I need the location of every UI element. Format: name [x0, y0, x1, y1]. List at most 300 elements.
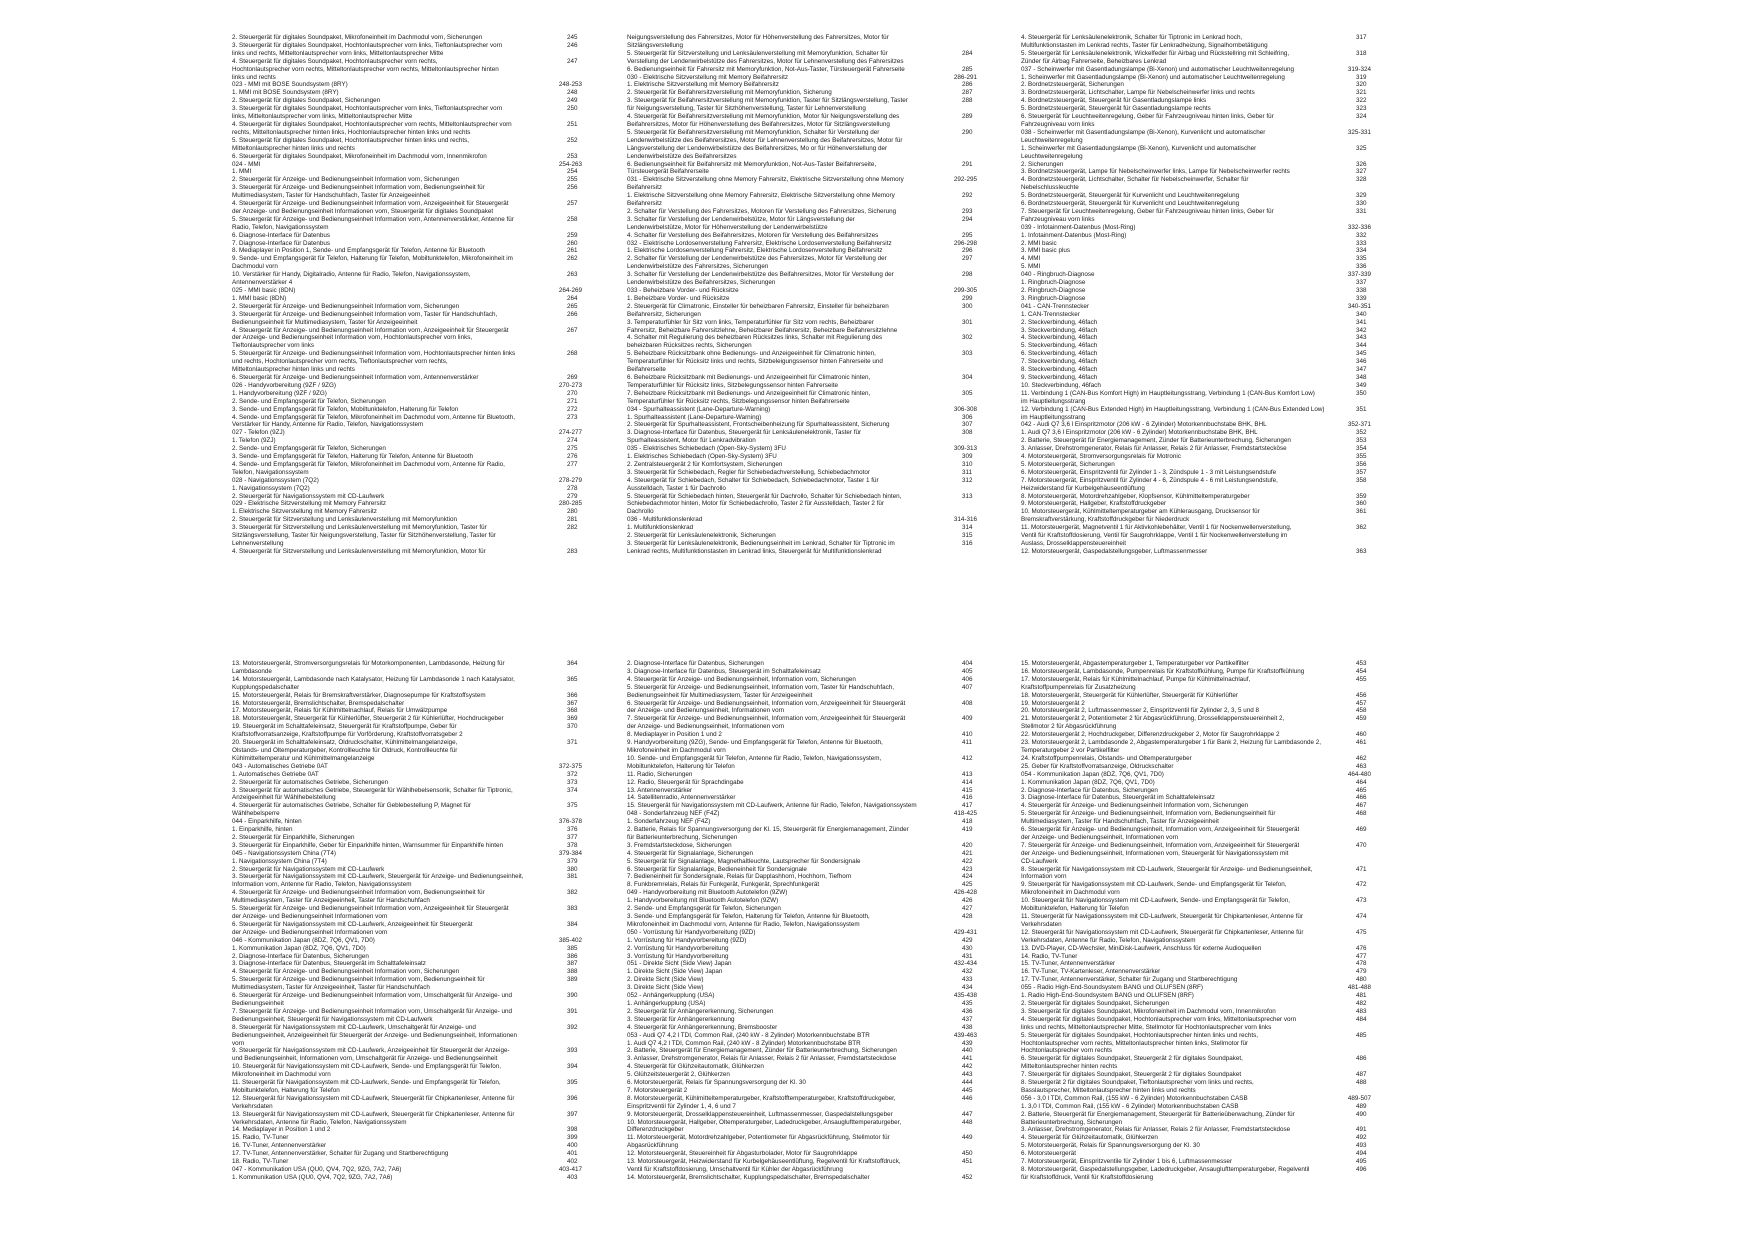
index-entry — [627, 137, 977, 145]
entry-title: 5. Steuergerät für Sitzverstellung und Lenksäulenverstellung mit Memoryfunktion, Schalter für — [627, 49, 888, 57]
entry-page-number: 376-378 — [558, 818, 582, 826]
index-entry — [232, 929, 582, 937]
entry-page-number: 486 — [1356, 1055, 1367, 1063]
index-entry — [232, 747, 582, 755]
entry-title: 4. Steuergerät für digitales Soundpaket, Hochtonlautsprecher vorn links, Mitteltonlautsprecher vorn — [1021, 1015, 1297, 1023]
index-entry — [232, 834, 582, 842]
index-entry — [1021, 97, 1371, 105]
index-entry — [627, 1174, 977, 1182]
index-entry — [1021, 1040, 1371, 1048]
entry-title: 16. TV-Tuner, TV-Kartenleser, Antennenverstärker — [1021, 968, 1161, 976]
index-entry — [627, 485, 977, 493]
entry-title: 15. Motorsteuergerät, Abgastemperaturgeber 1, Temperaturgeber vor Partikelfilter — [1021, 660, 1249, 667]
entry-title: 9. Sende- und Empfangsgerät für Telefon, Halterung für Telefon, Mobiltunktelefon, Mikrofoneinheit im — [232, 255, 513, 263]
entry-title: 8. Motorsteuergerät, Gaspedalstellungsgeber, Ladedruckgeber, Ansauglufttemperaturgeber, Regelventil — [1021, 1166, 1310, 1173]
index-entry — [1021, 200, 1371, 208]
entry-title: Fahrersitz, Beheizbare Fahrersitzlehne, Beheizbarer Beifahrersitz, Beheizbare Beifahrersitzlehne — [627, 326, 898, 334]
index-entry — [232, 858, 582, 866]
entry-page-number: 417 — [962, 802, 973, 810]
index-entry — [1021, 731, 1371, 739]
index-entry — [232, 493, 582, 501]
entry-page-number: 488 — [1356, 1079, 1367, 1087]
index-entry — [232, 850, 582, 858]
entry-page-number: 297 — [962, 255, 973, 263]
entry-page-number: 351 — [1356, 405, 1367, 413]
entry-title: 10. Steuergerät für Navigationssystem mit CD-Laufwerk, Sende- und Empfangsgerät für Telefon, — [232, 1063, 502, 1071]
entry-page-number: 401 — [567, 1150, 578, 1158]
entry-page-number: 316 — [962, 540, 973, 547]
entry-page-number: 309-313 — [953, 445, 977, 453]
entry-title: 2. Batterie, Steuergerät für Energiemanagement, Zünder für Batterieunterbrechung, Sicherungen — [1021, 437, 1291, 445]
index-entry — [232, 1103, 582, 1111]
index-entry — [627, 794, 977, 802]
entry-page-number: 322 — [1356, 97, 1367, 105]
entry-title: 7. Steuergerät für Anzeige- und Bedienungseinheit, Information vorn, Anzeigeeinheit für Steuergerät — [627, 715, 906, 723]
entry-page-number: 312 — [962, 476, 973, 484]
index-entry — [627, 1150, 977, 1158]
entry-page-number: 254 — [567, 168, 578, 176]
index-entry — [1021, 532, 1371, 540]
index-entry — [627, 366, 977, 374]
index-entry — [1021, 1095, 1371, 1103]
entry-title: 3. Sende- und Empfangsgerät für Telefon, Halterung für Telefon, Antenne für Bluetooth, — [627, 913, 870, 920]
index-column — [627, 34, 977, 556]
index-entry — [232, 913, 582, 921]
entry-page-number: 461 — [1356, 739, 1367, 747]
entry-title: 034 - Spurhalteassistent (Lane-Departure-Warning) — [627, 405, 771, 413]
entry-title: 045 - Navigationssystem China (7T4) — [232, 849, 336, 857]
entry-title: 1. Ringbruch-Diagnose — [1021, 279, 1086, 287]
entry-title: 6. Steckverbindung, 46fach — [1021, 350, 1098, 358]
index-entry — [1021, 787, 1371, 795]
entry-title: 1. 3,0 l TDI, Common Rail, (155 kW - 6 Zylinder) Motorkennbuchstaben CASB — [1021, 1102, 1239, 1110]
entry-title: Längsverstellung der Lendenwirbelstütze des Beifahrersitzes, Mo or für Höhenverstellung der — [627, 144, 888, 152]
index-entry — [1021, 700, 1371, 708]
index-entry — [1021, 1103, 1371, 1111]
entry-page-number: 332-336 — [1347, 223, 1371, 231]
index-entry — [627, 311, 977, 319]
entry-title: 6. Motorsteuergerät, Relais für Spannungsversorgung der Kl. 30 — [627, 1079, 806, 1087]
entry-title: 1. Elektrische Sitzverstellung mit Memory Fahrersitz — [232, 508, 377, 516]
entry-page-number: 288 — [962, 97, 973, 105]
entry-page-number: 270 — [567, 389, 578, 397]
entry-page-number: 474 — [1356, 913, 1367, 920]
entry-title: 056 - 3,0 l TDI, Common Rail, (155 kW - 6 Zylinder) Motorkennbuchstaben CASB — [1021, 1094, 1248, 1102]
index-entry — [232, 1016, 582, 1024]
entry-page-number: 358 — [1356, 476, 1367, 484]
entry-page-number: 282 — [567, 524, 578, 532]
entry-title: 2. Steuergerät für Einparkhilfe, Sicherungen — [232, 833, 355, 841]
index-entry — [627, 945, 977, 953]
entry-page-number: 326 — [1356, 160, 1367, 168]
entry-title: 1. Audi Q7 3,6 l Einspritzmotor (206 kW - 6 Zylinder) Motorkennbuchstabe BHK, BHL — [1021, 429, 1258, 437]
entry-title: Ölstands- und Öltemperaturgeber, Kontrollleuchte für Öldruck, Kontrollleuchte für — [232, 746, 458, 754]
entry-title: 4. Sende- und Empfangsgerät für Telefon, Mikrofoneinheit im Dachmodul vorn, Antenne für Bluetooth, — [232, 413, 516, 421]
entry-title: 11. Steuergerät für Navigationssystem mit CD-Laufwerk, Sende- und Empfangsgerät für Telefon, — [232, 1079, 501, 1087]
index-entry — [627, 50, 977, 58]
entry-page-number: 319 — [1356, 73, 1367, 81]
index-column — [232, 34, 582, 556]
entry-title: 9. Motorsteuergerät, Hallgeber, Kraftstoffdruckgeber — [1021, 500, 1167, 508]
entry-title: 6. Steuergerät für Anzeige- und Bedienungseinheit, Information vorn, Anzeigeeinheit für Steuergerät — [627, 699, 906, 707]
entry-title: 5. Steuergerät für Anzeige- und Bedienungseinheit Information vorn, Hochtonlautsprecher hinten links — [232, 350, 516, 358]
index-entry — [1021, 850, 1371, 858]
entry-title: 031 - Elektrische Sitzverstellung ohne Memory Fahrersitz, Elektrische Sitzverstellung ohne Memory — [627, 176, 904, 184]
index-entry — [232, 453, 582, 461]
index-entry — [1021, 192, 1371, 200]
index-entry — [1021, 1142, 1371, 1150]
entry-page-number: 395 — [567, 1079, 578, 1087]
entry-title: 2. Steuergerät für digitales Soundpaket, Sicherungen — [1021, 999, 1170, 1007]
index-entry — [627, 1047, 977, 1055]
index-entry — [627, 42, 977, 50]
index-entry — [1021, 184, 1371, 192]
index-entry — [232, 532, 582, 540]
entry-title: Mitteltonlautsprecher hinten links und rechts — [232, 366, 355, 374]
entry-title: 2. Diagnose-Interface für Datenbus, Sicherungen — [627, 660, 764, 667]
entry-title: 9. Handyvorbereitung (9ZG), Sende- und Empfangsgerät für Telefon, Antenne für Bluetooth, — [627, 739, 883, 747]
index-entry — [627, 723, 977, 731]
index-entry — [1021, 1055, 1371, 1063]
entry-page-number: 435 — [962, 999, 973, 1007]
index-entry — [1021, 834, 1371, 842]
index-entry — [627, 192, 977, 200]
entry-page-number: 487 — [1356, 1071, 1367, 1079]
index-entry — [232, 992, 582, 1000]
index-entry — [627, 145, 977, 153]
entry-page-number: 365 — [567, 675, 578, 683]
index-entry — [627, 176, 977, 184]
entry-title: Nebelschlussleuchte — [1021, 184, 1079, 192]
entry-title: 047 - Kommunikation USA (QU0, QV4, 7Q2, 9ZG, 7A2, 7A6) — [232, 1166, 402, 1173]
index-entry — [627, 692, 977, 700]
entry-page-number: 340 — [1356, 310, 1367, 318]
entry-title: 3. Steuergerät für digitales Soundpaket, Mikrofoneinheit im Dachmodul vorn, Innenmikrofon — [1021, 1007, 1276, 1015]
entry-title: 8. Mediaplayer in Position 1, Sende- und Empfangsgerät für Telefon, Antenne für Bluetooth — [232, 247, 485, 255]
index-entry — [1021, 1087, 1371, 1095]
entry-title: 2. Vorrüstung für Handyvorbereitung — [627, 944, 729, 952]
entry-title: 1. Anhängerkupplung (USA) — [627, 999, 706, 1007]
entry-title: 7. Steuergerät für Anzeige- und Bedienungseinheit, Information vorn, Anzeigeeinheit für Steuergerät — [1021, 841, 1300, 849]
index-entry — [627, 303, 977, 311]
index-entry — [1021, 715, 1371, 723]
entry-page-number: 381 — [567, 873, 578, 881]
entry-title: 1. Handyvorbereitung mit Bluetooth Autotelefon (9ZW) — [627, 897, 779, 905]
entry-title: Beifahrersitzes, Motor für Höhenverstellung des Beifahrersitzes, Motor für Sitzlängsverstellung — [627, 120, 890, 128]
index-entry — [1021, 334, 1371, 342]
index-entry — [232, 771, 582, 779]
entry-page-number: 275 — [567, 445, 578, 453]
index-entry — [232, 295, 582, 303]
index-entry — [1021, 739, 1371, 747]
index-entry — [232, 873, 582, 881]
entry-page-number: 268 — [567, 350, 578, 358]
entry-title: 4. Motorsteuergerät, Stromversorgungsrelais für Motronic — [1021, 453, 1181, 461]
index-entry — [232, 145, 582, 153]
index-entry — [627, 81, 977, 89]
entry-title: 11. Motorsteuergerät, Magnetventil 1 für Aktivkohlebehälter, Ventil 1 für Nockenwellenverstellung, — [1021, 524, 1292, 532]
index-entry — [1021, 271, 1371, 279]
entry-page-number: 468 — [1356, 810, 1367, 818]
entry-title: 8. Steuergerät für Navigationssystem mit CD-Laufwerk, Steuergerät für Anzeige- und Bedienungseinheit, — [1021, 865, 1313, 873]
entry-title: 4. Bordnetzsteuergerät, Lichtschalter, Schalter für Nebelscheinwerfer, Schalter für — [1021, 176, 1249, 184]
entry-page-number: 467 — [1356, 802, 1367, 810]
entry-title: Temperaturfühler für Rücksitz links, Sitzbelegungssensor hinten Fahrerseite — [627, 381, 839, 389]
index-entry — [1021, 794, 1371, 802]
index-entry — [1021, 707, 1371, 715]
entry-page-number: 270-273 — [558, 381, 582, 389]
entry-page-number: 442 — [962, 1063, 973, 1071]
index-entry — [1021, 968, 1371, 976]
entry-title: 2. Schalter für Verstellung der Lendenwirbelstütze des Fahrersitzes, Motor für Verstellung der — [627, 255, 887, 263]
index-entry — [1021, 1032, 1371, 1040]
index-entry — [232, 984, 582, 992]
index-entry — [627, 1055, 977, 1063]
index-entry — [627, 113, 977, 121]
entry-title: 2. Sende- und Empfangsgerät für Telefon, Sicherungen — [232, 445, 386, 453]
entry-title: 053 - Audi Q7 4,2 l TDI, Common Rail, (240 kW - 8 Zylinder) Motorkennbuchstabe BTR — [627, 1031, 870, 1039]
entry-title: 3. Diagnose-Interface für Datenbus, Steuergerät im Schalttafeleinsatz — [627, 667, 821, 675]
index-entry — [232, 153, 582, 161]
index-entry — [627, 121, 977, 129]
index-entry — [1021, 303, 1371, 311]
entry-page-number: 418 — [962, 818, 973, 826]
index-entry — [232, 224, 582, 232]
entry-title: Lendenwirbelstütze des Beifahrersitzes, Motor für Lehnenverstellung des Beifahrersitzes, Motor für — [627, 136, 903, 144]
entry-title: Verkehrsdaten, Antenne für Radio, Telefon, Navigationssystem — [232, 1118, 407, 1126]
index-entry — [232, 279, 582, 287]
entry-title: Mobiltunktelefon, Halterung für Telefon — [232, 1086, 340, 1094]
entry-page-number: 278-279 — [558, 476, 582, 484]
entry-page-number: 249 — [567, 97, 578, 105]
index-entry — [232, 668, 582, 676]
entry-title: Batterieunterbrechung, Sicherungen — [1021, 1118, 1123, 1126]
index-entry — [627, 700, 977, 708]
entry-title: 3. Anlasser, Drehstromgenerator, Relais für Anlasser, Relais 2 für Anlasser, Fremdstartstecköse — [1021, 445, 1287, 453]
index-entry — [1021, 66, 1371, 74]
entry-title: Temperaturfühler für Rücksitz rechts, Sitzbelegungssensor hinten Beifahrerseite — [627, 397, 850, 405]
entry-title: CD-Laufwerk — [1021, 857, 1058, 865]
entry-page-number: 396 — [567, 1094, 578, 1102]
index-entry — [627, 873, 977, 881]
entry-title: 3. Steuergerät für Beifahrersitzverstellung mit Memoryfunktion, Taster für Sitzlängsverstellung, Taster — [627, 97, 908, 105]
index-entry — [232, 1040, 582, 1048]
entry-page-number: 462 — [1356, 754, 1367, 762]
entry-page-number: 466 — [1356, 794, 1367, 802]
entry-page-number: 418-425 — [953, 810, 977, 818]
entry-title: 10. Sende- und Empfangsgerät für Telefon, Antenne für Radio, Telefon, Navigationssystem, — [627, 754, 882, 762]
index-entry — [232, 707, 582, 715]
index-entry — [232, 1047, 582, 1055]
entry-page-number: 496 — [1356, 1166, 1367, 1173]
index-entry — [232, 731, 582, 739]
entry-title: der Anzeige- und Bedienungseinheit Informationen vorn — [232, 913, 388, 920]
index-entry — [1021, 858, 1371, 866]
entry-title: Auslass, Drosselklappensteuereinheit — [1021, 540, 1127, 547]
entry-page-number: 274 — [567, 437, 578, 445]
entry-title: Temperaturgeber 2 vor Partikelfilter — [1021, 746, 1120, 754]
index-entry — [627, 1111, 977, 1119]
entry-title: 7. Steuergerät für Anzeige- und Bedienungseinheit Information vorn, Umschaltgerät für Anzeige- und — [232, 1007, 513, 1015]
entry-title: 6. Steuergerät für Anzeige- und Bedienungseinheit, Information vorn, Anzeigeeinheit für Steuergerät — [1021, 826, 1300, 834]
index-entry — [232, 382, 582, 390]
entry-title: 9. Motorsteuergerät, Drosselklappensteuereinheit, Luftmassenmesser, Gaspedalstellungsgeber — [627, 1110, 893, 1118]
index-entry — [1021, 398, 1371, 406]
entry-page-number: 315 — [962, 532, 973, 540]
entry-title: Lendenwirbelstütze des Fahrersitzes, Sicherungen — [627, 263, 769, 271]
index-entry — [1021, 873, 1371, 881]
index-entry — [627, 913, 977, 921]
entry-title: 2. Steuergerät für automatisches Getriebe, Sicherungen — [232, 778, 389, 786]
entry-title: 2. Steuergerät für Anhängererkennung, Sicherungen — [627, 1007, 774, 1015]
entry-title: Hochtonlautsprecher vorn rechts, Mitteltonlautsprecher hinten links, Stellmotor für — [1021, 1039, 1249, 1047]
entry-title: Radio, Telefon, Navigationssystem — [232, 223, 329, 231]
entry-title: Basslautsprecher, Mitteltonlautsprecher hinten links und rechts — [1021, 1086, 1196, 1094]
entry-page-number: 251 — [567, 120, 578, 128]
entry-page-number: 262 — [567, 255, 578, 263]
entry-title: 17. Motorsteuergerät, Relais für Kühlmittelnachlauf, Pumpe für Kühlmittelnachlauf, — [1021, 675, 1251, 683]
entry-page-number: 286-291 — [953, 73, 977, 81]
index-entry — [1021, 1119, 1371, 1127]
entry-title: 039 - Infotainment-Datenbus (Most-Ring) — [1021, 223, 1136, 231]
entry-title: 22. Motorsteuergerät 2, Hochdruckgeber, Differenzdruckgeber 2, Motor für Saugrohrklappe 2 — [1021, 731, 1280, 739]
entry-title: beheizbaren Rücksitzes rechts, Sicherungen — [627, 342, 752, 350]
entry-page-number: 347 — [1356, 366, 1367, 374]
entry-title: Mikrofoneinheit im Dachmodul vorn, Antenne für Radio, Telefon, Navigationssystem — [627, 920, 860, 928]
entry-page-number: 455 — [1356, 675, 1367, 683]
index-entry — [627, 802, 977, 810]
index-entry — [232, 723, 582, 731]
index-entry — [627, 850, 977, 858]
entry-title: 5. Steuergerät für digitales Soundpaket, Hochtonlautsprecher hinten links und rechts, — [1021, 1031, 1258, 1039]
entry-page-number: 319-324 — [1347, 65, 1371, 73]
entry-title: 11. Motorsteuergerät, Motordrehzahlgeber, Potentiometer für Abgasrückführung, Stellmotor für — [627, 1134, 890, 1142]
index-entry — [232, 89, 582, 97]
index-entry — [627, 461, 977, 469]
entry-title: 3. Diagnose-Interface für Datenbus, Steuergerät für Lenksäulenelektronik, Taster für — [627, 429, 862, 437]
index-entry — [627, 1079, 977, 1087]
entry-page-number: 397 — [567, 1110, 578, 1118]
entry-page-number: 253 — [567, 152, 578, 160]
entry-title: 1. Elektrische Sitzverstellung mit Memory Beifahrersitz — [627, 81, 779, 89]
entry-page-number: 359 — [1356, 492, 1367, 500]
index-entry — [1021, 216, 1371, 224]
entry-title: 4. Steuergerät für Beifahrersitzverstellung mit Memoryfunktion, Motor für Neigungsverstellung des — [627, 113, 900, 121]
index-entry — [232, 303, 582, 311]
index-entry — [232, 105, 582, 113]
entry-page-number: 306-308 — [953, 405, 977, 413]
index-entry — [627, 755, 977, 763]
entry-page-number: 445 — [962, 1086, 973, 1094]
entry-title: 4. Steuergerät für digitales Soundpaket, Hochtonlautsprecher vorn rechts, Mitteltonlautsprecher vorn — [232, 120, 512, 128]
entry-title: 1. MMI basic (8DN) — [232, 294, 287, 302]
entry-title: 8. Motorsteuergerät, Motordrehzahlgeber, Klopfsensor, Kühlmitteltemperaturgeber — [1021, 492, 1250, 500]
index-entry — [232, 516, 582, 524]
entry-page-number: 372 — [567, 770, 578, 778]
index-entry — [627, 334, 977, 342]
index-entry — [232, 1111, 582, 1119]
entry-title: 4. Steuergerät für Anzeige- und Bedienungseinheit Information vorn, Sicherungen — [232, 968, 460, 976]
index-entry — [1021, 1111, 1371, 1119]
entry-page-number: 301 — [962, 318, 973, 326]
entry-page-number: 309 — [962, 453, 973, 461]
entry-title: Verstellung der Lendenwirbelstütze des Fahrersitzes, Motor für Lehnenverstellung des Fahrersitzes — [627, 57, 904, 65]
index-entry — [627, 469, 977, 477]
entry-page-number: 489 — [1356, 1102, 1367, 1110]
index-page-bottom — [0, 660, 1754, 1220]
index-entry — [627, 271, 977, 279]
entry-title: 6. Steuergerät für Anzeige- und Bedienungseinheit Information vorn, Umschaltgerät für Anzeige- und — [232, 992, 513, 1000]
entry-page-number: 388 — [567, 968, 578, 976]
entry-title: 13. Steuergerät für Navigationssystem mit CD-Laufwerk, Steuergerät für Chipkartenleser, Antenne für — [232, 1110, 515, 1118]
entry-title: und rechts, Hochtonlautsprecher vorn rechts, Tieftonlautsprecher vorn rechts, — [232, 358, 448, 366]
index-entry — [1021, 889, 1371, 897]
entry-title: 3. Steuergerät für digitales Soundpaket, Hochtonlautsprecher vorn links, Tieftonlautsprecher vorn — [232, 105, 503, 113]
entry-page-number: 373 — [567, 778, 578, 786]
index-entry — [232, 445, 582, 453]
index-entry — [627, 319, 977, 327]
entry-title: 3. Steuergerät für Schiebedach, Regler für Schiebedachverstellung, Schiebedachmotor — [627, 468, 870, 476]
index-entry — [627, 968, 977, 976]
index-entry — [627, 255, 977, 263]
entry-page-number: 431 — [962, 952, 973, 960]
index-entry — [1021, 1047, 1371, 1055]
entry-title: der Anzeige- und Bedienungseinheit Informationen vorn — [232, 928, 388, 936]
index-entry — [232, 700, 582, 708]
index-entry — [1021, 1016, 1371, 1024]
index-entry — [627, 1095, 977, 1103]
entry-title: 14. Mediaplayer in Position 1 und 2 — [232, 1126, 331, 1134]
entry-page-number: 383 — [567, 905, 578, 913]
entry-page-number: 323 — [1356, 105, 1367, 113]
entry-page-number: 296 — [962, 247, 973, 255]
index-entry — [1021, 1126, 1371, 1134]
index-entry — [232, 287, 582, 295]
entry-page-number: 321 — [1356, 89, 1367, 97]
entry-title: 040 - Ringbruch-Diagnose — [1021, 271, 1095, 279]
entry-page-number: 314 — [962, 524, 973, 532]
index-entry — [232, 184, 582, 192]
entry-title: 6. Steuergerät für Anzeige- und Bedienungseinheit Information vorn, Antennenverstärker — [232, 373, 479, 381]
entry-title: Verkehrsdaten, Antenne für Radio, Telefon, Navigationssystem — [1021, 936, 1196, 944]
index-entry — [627, 287, 977, 295]
index-entry — [232, 945, 582, 953]
entry-title: 5. Steuergerät für Anzeige- und Bedienungseinheit, Information vorn, Bedienungseinheit für — [1021, 810, 1276, 818]
index-entry — [627, 327, 977, 335]
entry-page-number: 274-277 — [558, 429, 582, 437]
entry-title: 2. Steuergerät für Navigationssystem mit CD-Laufwerk — [232, 865, 385, 873]
entry-page-number: 475 — [1356, 928, 1367, 936]
index-entry — [232, 429, 582, 437]
entry-title: 9. Steuergerät für Navigationssystem mit CD-Laufwerk, Anzeigeeinheit für Steuergerät der Anzeige- — [232, 1047, 510, 1055]
entry-page-number: 320 — [1356, 81, 1367, 89]
entry-title: 2. Diagnose-Interface für Datenbus, Sicherungen — [1021, 786, 1158, 794]
entry-title: 4. Steuergerät für Anzeige- und Bedienungseinheit Information vorn, Anzeigeeinheit für Steuergerät — [232, 200, 509, 208]
index-entry — [1021, 747, 1371, 755]
entry-page-number: 335 — [1356, 255, 1367, 263]
entry-page-number: 489-507 — [1347, 1094, 1371, 1102]
entry-title: 1. Audi Q7 4,2 l TDI, Common Rail, (240 kW - 8 Zylinder) Motorkennbuchstabe BTR — [627, 1039, 861, 1047]
entry-title: Heizwiderstand für Kurbelgehäuseentlüftung — [1021, 484, 1145, 492]
entry-title: 6. Beheizbare Rücksitzbank mit Bedienungs- und Anzeigeeinheit für Climatronic hinten, — [627, 373, 871, 381]
index-entry — [1021, 382, 1371, 390]
index-entry — [1021, 224, 1371, 232]
entry-title: 3. Diagnose-Interface für Datenbus, Steuergerät im Schalttafeleinsatz — [232, 960, 426, 968]
entry-page-number: 266 — [567, 310, 578, 318]
entry-title: 18. Motorsteuergerät, Steuergerät für Kühlerlüfter, Steuergerät für Kühlerlüfter — [1021, 691, 1239, 699]
index-entry — [627, 1103, 977, 1111]
entry-page-number: 378 — [567, 841, 578, 849]
